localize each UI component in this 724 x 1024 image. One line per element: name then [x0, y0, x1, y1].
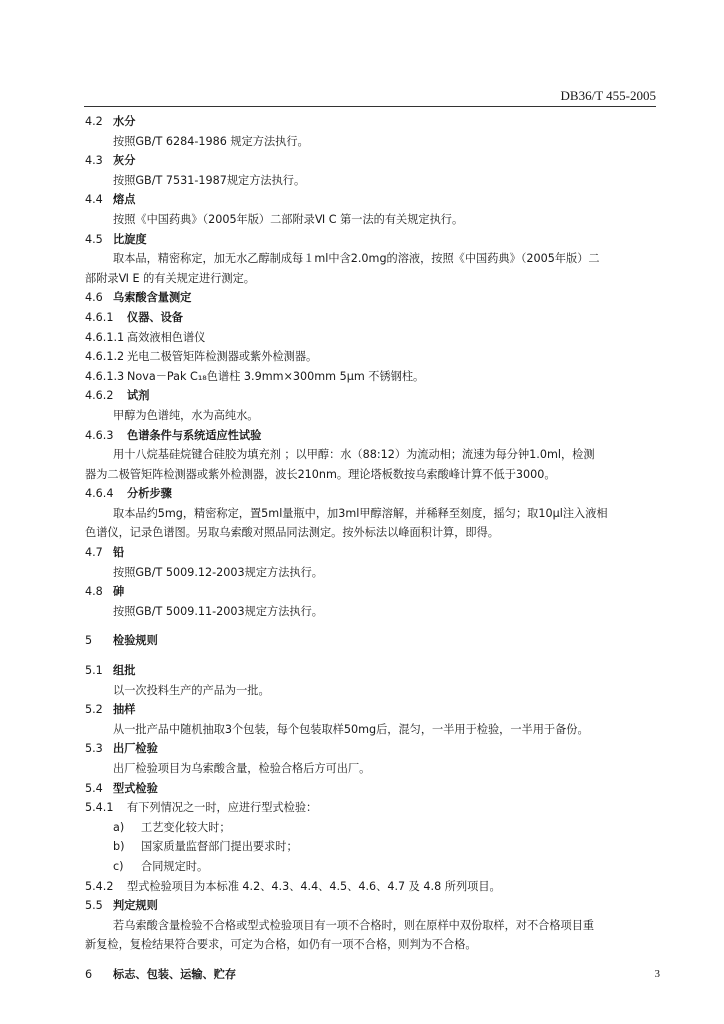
section-number: 5.1 — [85, 664, 103, 678]
section-title: 出厂检验 — [113, 742, 158, 756]
section-text: 型式检验项目为本标准 4.2、4.3、4.4、4.5、4.6、4.7 及 4.8 所列项目。 — [127, 879, 501, 893]
section-heading-4-7 — [85, 543, 657, 563]
list-item — [85, 818, 657, 838]
section-number: 4.6.1.2 — [85, 350, 125, 364]
section-item-5-4-2 — [85, 877, 657, 897]
spacer — [85, 621, 657, 631]
section-heading-4-4 — [85, 190, 657, 210]
paragraph: 按照GB/T 5009.12-2003规定方法执行。 — [113, 565, 323, 579]
paragraph-continuation: 器为二极管矩阵检测器或紫外检测器，波长210nm。理论塔板数按乌索酸峰计算不低于3000。 — [85, 467, 556, 481]
section-title: 铅 — [113, 546, 125, 560]
paragraph: 若乌索酸含量检验不合格或型式检验项目有一项不合格时，则在原样中双份取样，对不合格项目重 — [113, 918, 595, 932]
section-number: 4.4 — [85, 193, 103, 207]
section-number: 5.2 — [85, 703, 103, 717]
section-title: 标志、包装、运输、贮存 — [113, 967, 237, 981]
chapter-heading-5 — [85, 631, 657, 651]
section-title: 水分 — [113, 115, 136, 128]
list-marker: b) — [113, 840, 125, 854]
section-heading-5-5 — [85, 896, 657, 916]
chapter-heading-6 — [85, 965, 657, 985]
section-number: 4.5 — [85, 232, 103, 246]
section-title: 抽样 — [113, 703, 136, 717]
document-body — [85, 112, 657, 985]
section-number: 5.4.2 — [85, 879, 114, 893]
paragraph: 取本品，精密称定，加无水乙醇制成每１ml中含2.0mg的溶液，按照《中国药典》（2005年版）二 — [113, 252, 600, 266]
standard-code: DB36/T 455-2005 — [560, 88, 656, 103]
section-title: 组批 — [113, 664, 136, 678]
section-title: 熔点 — [113, 193, 136, 207]
paragraph: 用十八烷基硅烷键合硅胶为填充剂 ；以甲醇：水（88:12）为流动相；流速为每分钟1.0ml，检测 — [113, 448, 595, 462]
header-divider — [84, 106, 656, 107]
section-text: 高效液相色谱仪 — [127, 330, 206, 344]
section-text: Nova－Pak C₁₈色谱柱 3.9mm×300mm 5μm 不锈钢柱。 — [127, 369, 425, 383]
section-number: 5.5 — [85, 899, 103, 913]
section-number: 4.8 — [85, 585, 103, 599]
section-heading-4-6 — [85, 288, 657, 308]
section-title: 型式检验 — [113, 781, 158, 795]
list-marker: c) — [113, 859, 124, 873]
section-number: 4.6.4 — [85, 487, 114, 501]
paragraph: 按照GB/T 6284-1986 规定方法执行。 — [113, 134, 309, 148]
spacer — [85, 651, 657, 661]
section-heading-4-2 — [85, 112, 657, 132]
paragraph: 按照《中国药典》（2005年版）二部附录Ⅵ C 第一法的有关规定执行。 — [113, 212, 464, 226]
section-heading-4-8 — [85, 582, 657, 602]
section-heading-4-3 — [85, 151, 657, 171]
section-number: 5.3 — [85, 742, 103, 756]
paragraph-continuation: 部附录Ⅵ E 的有关规定进行测定。 — [85, 271, 255, 285]
paragraph-continuation: 色谱仪，记录色谱图。另取乌索酸对照品同法测定。按外标法以峰面积计算，即得。 — [85, 526, 499, 540]
section-text: 光电二极管矩阵检测器或紫外检测器。 — [127, 350, 318, 364]
section-number: 4.2 — [85, 115, 103, 128]
section-number: 4.6.2 — [85, 389, 114, 403]
section-heading-4-5 — [85, 230, 657, 250]
section-number: 4.7 — [85, 546, 103, 560]
section-number: 5 — [85, 634, 93, 648]
page-number: 3 — [654, 968, 660, 980]
section-title: 砷 — [113, 585, 125, 599]
spacer — [85, 955, 657, 965]
paragraph: 按照GB/T 5009.11-2003规定方法执行。 — [113, 604, 323, 618]
paragraph: 从一批产品中随机抽取3个包装，每个包装取样50mg后，混匀，一半用于检验，一半用于备份。 — [113, 722, 589, 736]
section-number: 4.6.1.3 — [85, 369, 125, 383]
paragraph-continuation: 新复检，复检结果符合要求，可定为合格，如仍有一项不合格，则判为不合格。 — [85, 938, 477, 952]
paragraph: 出厂检验项目为乌索酸含量，检验合格后方可出厂。 — [113, 762, 371, 775]
section-title: 色谱条件与系统适应性试验 — [127, 428, 262, 442]
section-number: 5.4 — [85, 781, 103, 795]
section-title: 检验规则 — [113, 634, 158, 648]
paragraph: 按照GB/T 7531-1987规定方法执行。 — [113, 173, 306, 187]
section-heading-5-1 — [85, 661, 657, 681]
section-item-4-6-1-2 — [85, 347, 657, 367]
section-number: 4.6.1.1 — [85, 330, 125, 344]
section-heading-5-2 — [85, 700, 657, 720]
section-title: 灰分 — [113, 154, 136, 168]
section-heading-4-6-2 — [85, 386, 657, 406]
section-title: 乌索酸含量测定 — [113, 291, 192, 305]
list-text: 合同规定时。 — [141, 859, 209, 873]
paragraph: 取本品约5mg，精密称定，置5ml量瓶中，加3ml甲醇溶解，并稀释至刻度，摇匀；取10μl注入液相 — [113, 506, 608, 520]
section-heading-4-6-1 — [85, 308, 657, 328]
section-number: 5.4.1 — [85, 801, 114, 815]
list-item — [85, 837, 657, 857]
section-item-4-6-1-3 — [85, 367, 657, 387]
paragraph: 以一次投料生产的产品为一批。 — [113, 683, 270, 697]
section-number: 6 — [85, 967, 93, 981]
section-heading-4-6-3 — [85, 426, 657, 446]
section-number: 4.3 — [85, 154, 103, 168]
section-number: 4.6 — [85, 291, 103, 305]
list-text: 工艺变化较大时； — [141, 820, 231, 834]
paragraph: 甲醇为色谱纯，水为高纯水。 — [113, 408, 259, 422]
section-item-5-4-1 — [85, 798, 657, 818]
list-marker: a) — [113, 820, 125, 834]
section-heading-5-4 — [85, 779, 657, 799]
section-title: 分析步骤 — [127, 487, 172, 501]
list-item — [85, 857, 657, 877]
section-text: 有下列情况之一时，应进行型式检验： — [127, 801, 318, 815]
section-title: 试剂 — [127, 389, 150, 403]
section-number: 4.6.3 — [85, 428, 114, 442]
section-number: 4.6.1 — [85, 310, 114, 324]
section-heading-5-3 — [85, 739, 657, 759]
section-item-4-6-1-1 — [85, 328, 657, 348]
section-heading-4-6-4 — [85, 484, 657, 504]
list-text: 国家质量监督部门提出要求时； — [141, 840, 298, 854]
section-title: 仪器、设备 — [127, 310, 183, 324]
section-title: 判定规则 — [113, 899, 158, 913]
section-title: 比旋度 — [113, 232, 147, 246]
